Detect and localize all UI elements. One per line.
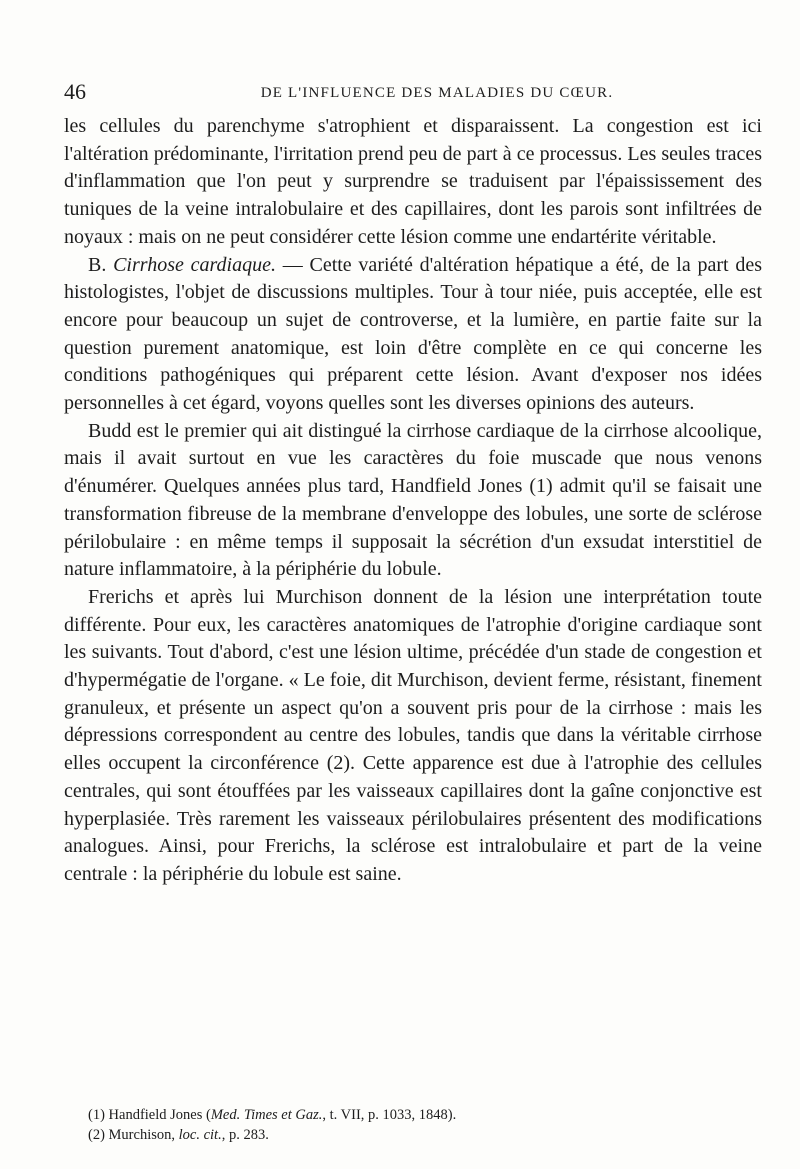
- page-number: 46: [64, 79, 86, 104]
- section-marker: B.: [88, 253, 114, 276]
- footnote-ref: , p. 283.: [221, 1127, 269, 1143]
- paragraph-cirrhose-cardiaque: [64, 252, 762, 418]
- footnote-lead: (2) Murchison,: [88, 1127, 179, 1143]
- footnote-source: Med. Times et Gaz.: [210, 1107, 323, 1123]
- paragraph-continuation: les cellules du parenchyme s'atrophient et disparaissent. La congestion est ici l'altération prédominante, l'irritation prend peu de part à ce processus. Les seules traces d'inflammation que l'on peut y surprendre se traduisent par l'épaississement des tuniques de la veine intralobulaire et des capillaires, dont les parois sont infiltrées de noyaux : mais on ne peut considérer cette lésion comme une endartérite véritable.: [64, 115, 762, 248]
- section-title: Cirrhose cardiaque.: [113, 253, 276, 276]
- body-text: [64, 113, 762, 889]
- paragraph-text: — Cette variété d'altération hépatique a été, de la part des histologistes, l'objet de discussions multiples. Tour à tour niée, puis acceptée, elle est encore pour beaucoup un sujet de controverse, et la lumière, en partie faite sur la question purement anatomique, est loin d'être complète en ce qui concerne les conditions pathogéniques qui préparent cette lésion. Avant d'exposer nos idées personnelles à cet égard, voyons quelles sont les diverses opinions des auteurs.: [64, 253, 762, 415]
- footnote-ref: , t. VII, p. 1033, 1848).: [322, 1107, 457, 1123]
- paragraph-frerichs: Frerichs et après lui Murchison donnent de la lésion une interprétation toute différente. Pour eux, les caractères anatomiques de l'atrophie d'origine cardiaque sont les suivants. Tout d'abord, c'est une lésion ultime, précédée d'un stade de congestion et d'hypermégatie de l'organe. « Le foie, dit Murchison, devient ferme, résistant, finement granuleux, et présente un aspect qu'on a souvent pris pour de la cirrhose : mais les dépressions correspondent au centre des lobules, tandis que dans la véritable cirrhose elles occupent la circonférence (2). Cette apparence est due à l'atrophie des cellules centrales, qui sont étouffées par les vaisseaux capillaires dont la gaîne conjonctive est hyperplasiée. Très rarement les vaisseaux périlobulaires présentent des modifications analogues. Ainsi, pour Frerichs, la sclérose est intralobulaire et part de la veine centrale : la périphérie du lobule est saine.: [64, 585, 762, 885]
- footnote-1: [64, 1105, 762, 1125]
- footnotes: [64, 1105, 762, 1145]
- footnote-2: [64, 1125, 762, 1145]
- paragraph-budd: Budd est le premier qui ait distingué la cirrhose cardiaque de la cirrhose alcoolique, mais il avait surtout en vue les caractères du foie muscade que nous venons d'énumérer. Quelques années plus tard, Handfield Jones (1) admit qu'il se faisait une transformation fibreuse de la membrane d'enveloppe des lobules, une sorte de sclérose périlobulaire : en même temps il supposait la sécrétion d'un exsudat interstitiel de nature inflammatoire, à la périphérie du lobule.: [64, 419, 762, 581]
- page-header: [64, 78, 764, 106]
- footnote-lead: (1) Handfield Jones (: [88, 1107, 211, 1123]
- running-head: DE L'INFLUENCE DES MALADIES DU CŒUR.: [260, 85, 614, 101]
- footnote-source: loc. cit.: [178, 1127, 222, 1143]
